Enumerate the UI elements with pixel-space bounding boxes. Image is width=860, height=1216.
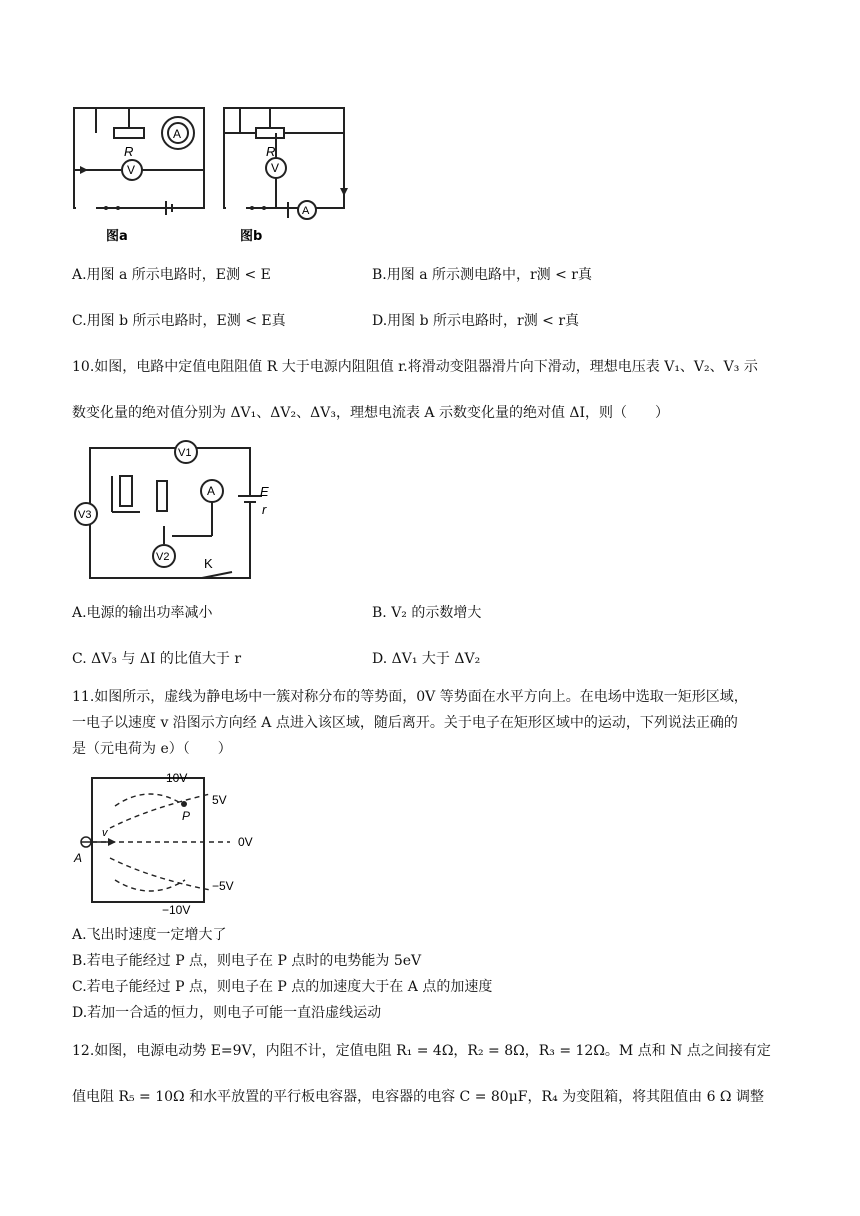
q9-option-b: B.用图 a 所示测电路中，r测 < r真	[372, 267, 593, 283]
q10-option-c: C. ΔV₃ 与 ΔI 的比值大于 r	[72, 651, 242, 667]
fig11-label-10v: 10V	[166, 771, 188, 785]
fig10-ammeter-label: A	[207, 484, 216, 498]
q11-option-d: D.若加一合适的恒力，则电子可能一直沿虚线运动	[72, 1005, 382, 1021]
fig11-label-a: A	[74, 851, 83, 865]
q11-stem-line-1: 11.如图所示，虚线为静电场中一簇对称分布的等势面，0V 等势面在水平方向上。在电场中选取一矩形区域，	[72, 689, 748, 705]
fig9-r-label-b: R	[266, 144, 276, 159]
fig10-r-label: r	[262, 502, 267, 517]
fig11-label-minus-10v: −10V	[162, 903, 191, 917]
q12-stem-line-2: 值电阻 R₅ = 10Ω 和水平放置的平行板电容器，电容器的电容 C = 80μF，R₄ 为变阻箱，将其阻值由 6 Ω 调整	[72, 1089, 764, 1105]
q10-stem-line-1: 10.如图，电路中定值电阻阻值 R 大于电源内阻阻值 r.将滑动变阻器滑片向下滑动，理想电压表 V₁、V₂、V₃ 示	[72, 359, 758, 375]
q11-option-c: C.若电子能经过 P 点，则电子在 P 点的加速度大于在 A 点的加速度	[72, 979, 493, 995]
fig9-ammeter-label-b: A	[302, 205, 310, 217]
q12-stem-line-1: 12.如图，电源电动势 E=9V，内阻不计，定值电阻 R₁ = 4Ω，R₂ = 8Ω，R₃ = 12Ω。M 点和 N 点之间接有定	[72, 1043, 771, 1059]
fig11-label-5v: 5V	[212, 793, 227, 807]
q11-option-a: A.飞出时速度一定增大了	[72, 927, 227, 943]
figure-9-circuits	[66, 98, 366, 246]
q10-option-a: A.电源的输出功率减小	[72, 605, 213, 621]
q9-option-c: C.用图 b 所示电路时，E测 < E真	[72, 313, 286, 329]
q11-stem-line-2: 一电子以速度 v 沿图示方向经 A 点进入该区域，随后离开。关于电子在矩形区域中的运动，下列说法正确的	[72, 715, 738, 731]
q11-stem-line-3: 是（元电荷为 e）（ ）	[72, 741, 232, 757]
fig10-e-label: E	[260, 484, 269, 499]
fig11-label-0v: 0V	[238, 835, 253, 849]
fig9-voltmeter-label-b: V	[271, 161, 280, 175]
fig10-v3-label: V3	[78, 509, 92, 521]
fig10-v2-label: V2	[156, 551, 170, 563]
fig10-k-label: K	[204, 556, 213, 571]
fig9-voltmeter-label-a: V	[127, 163, 136, 177]
q11-option-b: B.若电子能经过 P 点，则电子在 P 点时的电势能为 5eV	[72, 953, 422, 969]
fig9-ammeter-label-a: A	[173, 127, 182, 141]
q9-option-a: A.用图 a 所示电路时，E测 < E	[72, 267, 271, 283]
q9-option-d: D.用图 b 所示电路时，r测 < r真	[372, 313, 580, 329]
fig10-v1-label: V1	[178, 447, 192, 459]
figure-10-circuit	[72, 436, 282, 584]
fig9-r-label-a: R	[124, 144, 134, 159]
fig11-label-p: P	[182, 809, 191, 823]
figure-11-equipotential	[70, 768, 270, 918]
q10-stem-line-2: 数变化量的绝对值分别为 ΔV₁、ΔV₂、ΔV₃，理想电流表 A 示数变化量的绝对值 ΔI，则（ ）	[72, 405, 670, 421]
q10-option-b: B. V₂ 的示数增大	[372, 605, 482, 621]
fig11-label-v: v	[102, 827, 108, 839]
figure-b-caption: 图b	[240, 229, 263, 244]
figure-a-caption: 图a	[106, 229, 128, 244]
q10-option-d: D. ΔV₁ 大于 ΔV₂	[372, 651, 481, 667]
fig11-label-minus-5v: −5V	[212, 879, 234, 893]
